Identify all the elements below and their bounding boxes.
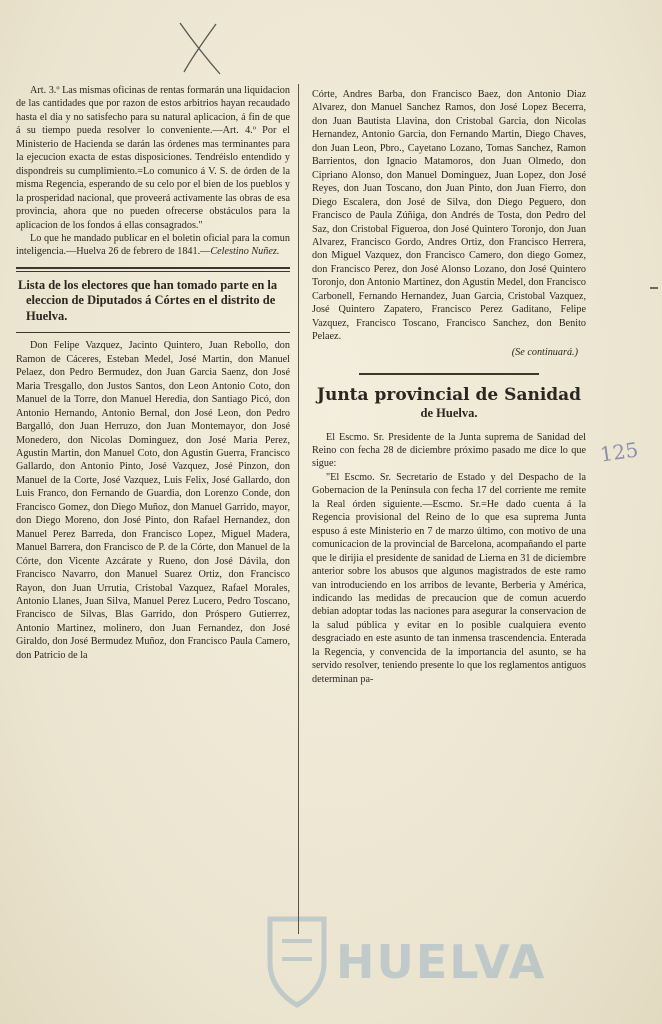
shield-icon bbox=[262, 911, 332, 1011]
to-be-continued-note: (Se continuará.) bbox=[511, 346, 578, 358]
electors-list-title: Lista de los electores que han tomado parte en la eleccion de Diputados á Córtes en el distrito de Huelva. bbox=[18, 277, 278, 323]
article-separator bbox=[359, 373, 539, 375]
electors-list-text: Don Felipe Vazquez, Jacinto Quintero, Juan Rebollo, don Ramon de Cáceres, Esteban Medel, José Martin, don Manuel Pelaez, don Pedro Bermudez, don Juan Garcia Saenz, don José Maria Tresgallo, don Justos Santos, don Leon Antonio Coto, don Manuel de la Torre, don Manuel Heredia, don Santiago Picó, don Antonio Hernando, Antonio Bernal, don José Leon, don Pedro Bargalló, don Juan Herruzo, don Juan Montemayor, don José Monedero, don Nicolas Dominguez, don José Maria Perez, Agustin Martin, don Manuel Coto, don Agustin Guerra, Francisco Gallardo, don Antonio Pinto, José Vazquez, José Pinzon, don Manuel de la Corte, José Vazquez, Luis Felix, José Gallardo, don Luis Franco, don Fernando de Guardia, don Lorenzo Conde, don Francisco Gomez, don Diego Muñoz, don Manuel Garrido, mayor, don Diego Moreno, don José Pinto, don Rafael Hernandez, don Manuel Perez Barreda, don Francisco Lopez, Miguel Madera, Manuel Barrera, don Francisco de P. de la Córte, don Manuel de la Córte, don Vicente Azcárate y Rueno, don José Dávila, don Francisco Navarro, don Manuel Suarez Ortiz, don Francisco Rayon, don Juan Urrutia, Cristobal Vazquez, Rafael Morales, Antonio Llanes, Juan Silva, Manuel Perez Lucero, Pedro Toscano, Francisco de Silvas, Blas Garrido, don Próspero Gutierrez, Antonio Martinez, molinero, don Juan Fernandez, don José Giraldo, don José Bermudez Muñoz, don Francisco Paula Camero, don Patricio de la bbox=[16, 340, 290, 661]
handwritten-x-mark bbox=[170, 18, 230, 78]
watermark-text: HUELVA bbox=[336, 935, 547, 989]
title-separator bbox=[16, 332, 290, 333]
junta-subtitle: de Huelva. bbox=[420, 406, 478, 421]
right-column bbox=[312, 88, 586, 686]
section-separator bbox=[16, 267, 290, 272]
edge-mark bbox=[650, 287, 658, 289]
junta-intro-paragraph: El Escmo. Sr. Presidente de la Junta suprema de Sanidad del Reino con fecha 28 de diciembre próximo pasado me dice lo que sigue: bbox=[312, 431, 586, 470]
electors-list-continued: Córte, Andres Barba, don Francisco Baez, don Antonio Diaz Alvarez, don Manuel Sanchez Ramos, don José Lopez Becerra, don Juan Bautista Llavina, don Cristobal Garcia, don Nicolas Hernandez, Antonio Garcia, don Fernando Martin, Diego Chaves, don Juan Leon, Pbro., Cayetano Lozano, Tomas Sanchez, Ramon Barrientos, don Ignacio Matamoros, don Juan Olmedo, don Cipriano Alonso, don Manuel Dominguez, Juan Lopez, don José Reyes, don Juan Toscano, don Juan Pinto, don Juan Fierro, don Diego Escalera, don José de Silva, don Diego Peguero, don Francisco de Paula Zúñiga, don Andrés de Tosta, don Pedro del Saz, don Cristobal Figueroa, don José Quintero Toronjo, don Juan Alvarez, Francisco Gordo, Andres Ortiz, don Francisco Herrera, don Miguel Vazquez, don Francisco Camero, don diego Gomez, don Francisco Perez, don José Alonso Lozano, don José Quintero Toronjo, don Antonio Martinez, don Agustin Medel, don Francisco Carbonell, Fernando Hernandez, Juan Garcia, Cristobal Vazquez, José Quintero Zapatero, Francisco Perez Gaditano, Felipe Vazquez, Francisco Toscano, Francisco Sanchez, don Benito Pelaez. bbox=[312, 89, 586, 343]
signature: Celestino Nuñez. bbox=[210, 246, 280, 258]
column-divider bbox=[298, 84, 299, 934]
junta-title: Junta provincial de Sanidad bbox=[316, 385, 582, 406]
royal-order-paragraph: "El Escmo. Sr. Secretario de Estado y del Despacho de la Gobernacion de la Península con fecha 17 del corriente me remite la Real órden siguiente.—Escmo. Sr.=He dado cuenta á la Regencia provisional del Reino de lo que esa suprema Junta espuso á este Ministerio en 7 de marzo último, con motivo de una comunicacion de la provincial de Barcelona, acompañando el parte que le dirijia el presidente de sanidad de Lierna en 31 de diciembre anterior sobre los abusos que algunos magistrados de este ramo van introduciendo en los arribos de levante, Berberia y América, indicando las medidas de precaucion que de comun acuerdo debian adoptar todas las naciones para asegurar la conservacion de la salud pública y evitar en lo posible cualquiera evento desgraciado en este asunto de tan inmensa trascendencia. Enterada la Regencia, y convencida de la importancia del asunto, se ha servido resolver, teniendo presente lo que los reglamentos antiguos determinan pa- bbox=[312, 471, 586, 685]
decree-articles-paragraph: Art. 3.º Las mismas oficinas de rentas formarán una liquidacion de las cantidades que por razon de estos arbitrios hayan recaudado hasta el dia y no satisfecho para su natural aplicacion, á fin de que á su tiempo pueda resolver lo conveniente.—Art. 4.º Por el Ministerio de Hacienda se darán las órdenes mas terminantes para la ejecucion exacta de estas disposiciones. Tendréislo entendido y dispondreis su cumplimiento.=Lo comunico á V. S. de órden de la misma Regencia, esperando de su celo por el bien de los pueblos y la prosperidad nacional, que proveerá activamente las obras de esa provincia, ahora que no pueden ofrecerse obstáculos para la aplicacion de los fondos á ellas consagrados." bbox=[16, 85, 290, 231]
left-column bbox=[16, 84, 290, 662]
handwritten-margin-number: 125 bbox=[598, 437, 640, 467]
publication-notice-text: Lo que he mandado publicar en el boletin oficial para la comun inteligencia.—Huelva 26 de febrero de 1841.— bbox=[16, 232, 290, 258]
publication-notice bbox=[16, 232, 290, 259]
archive-watermark bbox=[258, 905, 598, 1015]
